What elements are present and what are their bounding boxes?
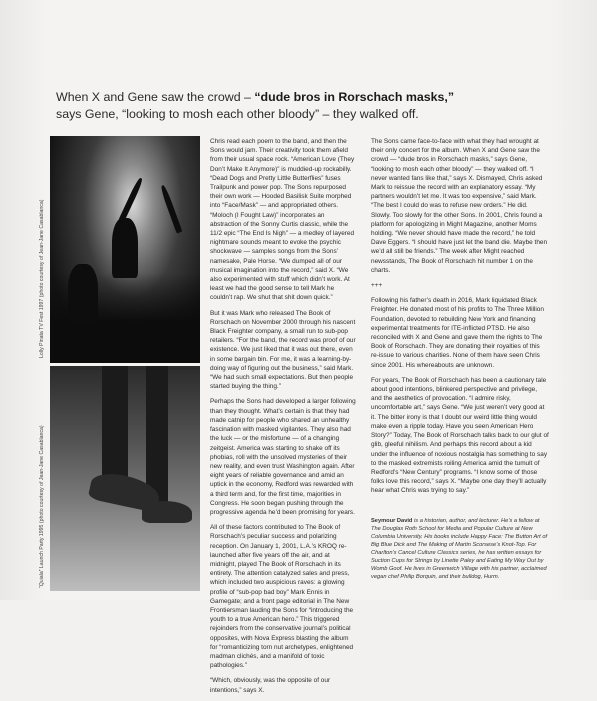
- article-column-left: [210, 137, 356, 701]
- author-name: Seymour David: [371, 518, 413, 524]
- section-break: +++: [371, 282, 383, 290]
- leg-silhouette: [102, 366, 128, 486]
- paragraph: “Which, obviously, was the opposite of our intentions,” says X.: [210, 677, 331, 694]
- paragraph: For years, The Book of Rorschach has been a cautionary tale about good intentions, blinkered perspective and privilege, and the aesthetics of provocation. “I admire risky, uncomfortable art,” says Gene. “We just weren’t very good at it. The bitter irony is that I doubt our weird little thing would make even a ripple today. Have you seen American Hero Story?” Today, The Book of Rorschach talks back to our glut of glib, gleeful nihilism. And perhaps this record about a kid under the influence of noxious nostalgia has something to say to the masked extremists roiling America amid the tumult of Redford’s “New Century” programs. “I know some of those folks love this record,” says X. “Maybe one day they’ll actually hear what Chris was trying to say.”: [371, 376, 549, 495]
- pull-quote-line-a: When X and Gene saw the crowd –: [56, 90, 255, 104]
- pull-quote: [56, 89, 476, 123]
- author-bio: [371, 517, 549, 581]
- paragraph: But it was Mark who released The Book of Rorschach on November 2000 through his nascent Black Freighter company, a small run to sub-pop retailers. “For the band, the record was proof of our existence. We just liked that it was out there, even in some bargain bin. For me, it was a learning-by-doing way of figuring out the business,” said Mark. “We had such small expectations. But then people started buying the thing.”: [210, 309, 356, 391]
- raised-arm-silhouette: [118, 177, 144, 223]
- raised-arm-silhouette: [160, 184, 183, 233]
- paragraph: All of these factors contributed to The Book of Rorschach’s peculiar success and polarizing reception. On January 1, 2001, L.A.’s KROQ re-launched after five years off the air, and at midnight, played The Book of Rorschach in its entirety. The attention catalyzed sales and press, which included two auspicious raves: a glowing profile of “sub-pop bad boy” Mark Ennis in Gamegate; and a front page editorial in The New Frontiersman lauding the Sons for “introducing the youth to a true American hero.” This triggered rejoinders from the conservative journal’s political opposites, with Nova Express blasting the album for “romanticizing torn nut archetypes, enlightened madman clichés, and a manifold of toxic pathologies.”: [210, 524, 354, 670]
- article-column-right: [371, 137, 549, 502]
- crowd-figure-silhouette: [68, 264, 98, 324]
- paragraph: Following his father’s death in 2016, Mark liquidated Black Freighter. He donated most of his profits to The Three Million Foundation, devoted to rebuilding New York and financing experimental treatments for ITE-inflicted PTSD. He also reconciled with X and Gene and gave them the rights to The Book of Rorschach. They are donating their royalties of this re-issue to various charities. None of them have seen Chris since 2001. His whereabouts are unknown.: [371, 297, 544, 369]
- photo-credit-top: Lolly Pinata TV Fest 1997 (photo courtesy of Jean-Jane Casablanca): [39, 199, 45, 358]
- boot-shape: [142, 501, 192, 523]
- pull-quote-emphasis: “dude bros in Rorschach masks,”: [254, 90, 455, 104]
- paragraph: The Sons came face-to-face with what they had wrought at their only concert for the album. When X and Gene saw the crowd — “dude bros in Rorschach masks,” says Gene, “looking to mosh each other bloody” — they walked off. “I never wanted fans like that,” says X. Dismayed, Chris asked Mark to reissue the record with an explanatory essay. “My partners wouldn’t let me. It was too expensive,” said Mark. “The best I could do was to refuse new orders.” He did. Slowly. Too slowly for the other Sons. In 2001, Chris found a platform for apologizing in Might Magazine, another Moms holding. “We never should have made the record,” he told Dave Eggers. “I should have just let the band die. Maybe then we’d all still be friends.” The week after Might reached newsstands, The Book of Rorschach hit number 1 on the charts.: [371, 138, 548, 274]
- concert-photo: [50, 136, 200, 363]
- launch-party-photo: [50, 366, 200, 591]
- paragraph: Perhaps the Sons had developed a larger following than they thought. What’s certain is that they had made catnip for people who shared an unhealthy fascination with masked vigilantes. They also had the luck — or the misfortune — of a changing zeitgeist. America was starting to shake off its phobias, roll with the unsolved mysteries of their new reality, and even trust Washington again. After eight years of reliable governance and amid an uptick in the economy, Redford was rewarded with a third term and, for the first time, majorities in Congress. He soon began pushing through the progressive agenda he’d been promising for years.: [210, 398, 356, 516]
- photo-credit-bottom: “Quiala” Launch Party 1995 (photo courtesy of Jean-Jane Casablanca): [39, 425, 45, 588]
- author-bio-text: is a historian, author, and lecturer. He’s a fellow at The Douglas Roth School for Media and Popular Culture at New Columbia University. His books include Happy Face: The Button Art of Big Blue Dick and The Making of Martin Scorsese’s Knot-Top. For Charlton’s Cancel Culture Classics series, he has written essays for Suction Cups for Strings by Linette Paley and Eating My Way Out by Womb Goof. He lives in Greenwich Village with his partner, acclaimed vegan chef Philip Borquin, and their bulldog, Hurm.: [371, 518, 548, 580]
- performer-silhouette: [112, 218, 138, 278]
- pull-quote-line-b: says Gene, “looking to mosh each other bloody” – they walked off.: [56, 107, 419, 121]
- paragraph: Chris read each poem to the band, and then the Sons would jam. Their creativity took them afield from their usual space rock. “American Love (They Don’t Make It Anymore)” is muddied-up rockabilly. “Dead Dogs and Pretty Little Butterflies” fuses Trailpunk and power pop. The Sons repurposed their own work — Hooded Basilisk Suite morphed into “Face/Mask” — and appropriated others. “Moloch (I Fought Law)” incorporates an abstraction of the Sonny Curtis classic, while the 11/2 epic “The End Is Nigh” — a medley of layered nightmare sounds meant to evoke the psychic shockwave — samples songs from the Sons’ namesake, Pale Horse. “We dumped all of our musical imagination into the record,” said X. “We also experimented with stuff which didn’t work. At least we had the good sense to tell Mark he couldn’t rap. We shut that shit down quick.”: [210, 138, 355, 302]
